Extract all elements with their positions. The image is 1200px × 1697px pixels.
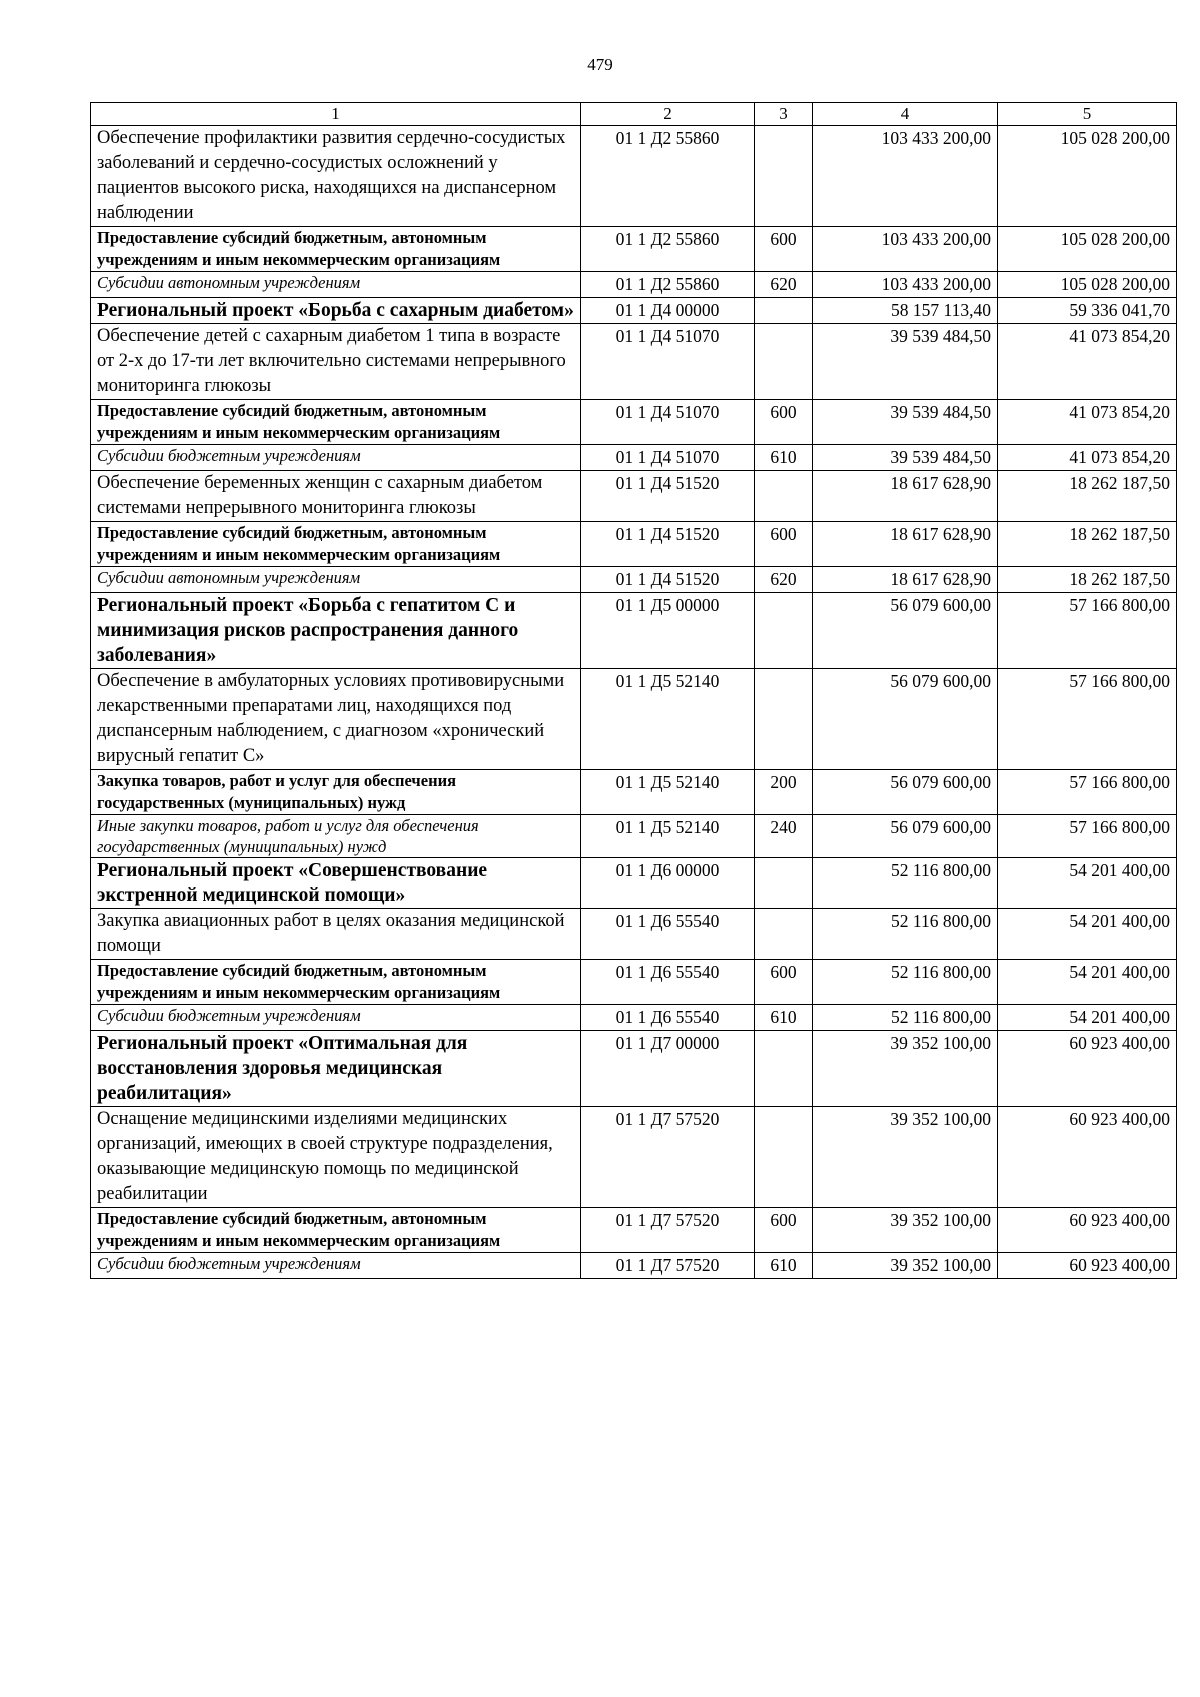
table-row — [91, 471, 1177, 522]
column-header-2: 2 — [581, 103, 755, 126]
expense-name-cell: Обеспечение детей с сахарным диабетом 1 типа в возрасте от 2-х до 17-ти лет включительно системами непрерывного мониторинга глюкозы — [91, 324, 581, 400]
amount-year1-cell: 18 617 628,90 — [813, 567, 998, 593]
expense-type-cell — [755, 324, 813, 400]
expense-name-cell: Субсидии автономным учреждениям — [91, 272, 581, 298]
budget-code-cell: 01 1 Д4 51070 — [581, 445, 755, 471]
table-row — [91, 272, 1177, 298]
expense-type-cell: 610 — [755, 1005, 813, 1031]
expense-name-cell: Иные закупки товаров, работ и услуг для обеспечения государственных (муниципальных) нужд — [91, 815, 581, 858]
budget-code-cell: 01 1 Д6 00000 — [581, 858, 755, 909]
expense-type-cell: 600 — [755, 522, 813, 567]
amount-year2-cell: 54 201 400,00 — [998, 909, 1177, 960]
table-row — [91, 1005, 1177, 1031]
expense-name-cell: Региональный проект «Оптимальная для восстановления здоровья медицинская реабилитация» — [91, 1031, 581, 1107]
budget-code-cell: 01 1 Д4 51070 — [581, 400, 755, 445]
amount-year1-cell: 103 433 200,00 — [813, 272, 998, 298]
expense-type-cell — [755, 1031, 813, 1107]
expense-type-cell — [755, 669, 813, 770]
expense-type-cell: 600 — [755, 1208, 813, 1253]
expense-type-cell: 600 — [755, 227, 813, 272]
expense-type-cell: 600 — [755, 960, 813, 1005]
expense-type-cell: 610 — [755, 445, 813, 471]
expense-name-cell: Предоставление субсидий бюджетным, автономным учреждениям и иным некоммерческим организациям — [91, 1208, 581, 1253]
amount-year2-cell: 57 166 800,00 — [998, 770, 1177, 815]
amount-year1-cell: 39 539 484,50 — [813, 324, 998, 400]
budget-code-cell: 01 1 Д6 55540 — [581, 1005, 755, 1031]
column-number-row — [91, 103, 1177, 126]
amount-year1-cell: 39 352 100,00 — [813, 1253, 998, 1279]
expense-name-cell: Субсидии бюджетным учреждениям — [91, 1253, 581, 1279]
amount-year1-cell: 56 079 600,00 — [813, 593, 998, 669]
amount-year2-cell: 60 923 400,00 — [998, 1031, 1177, 1107]
expense-name-cell: Субсидии бюджетным учреждениям — [91, 445, 581, 471]
page-number: 479 — [587, 55, 613, 74]
expense-name-cell: Закупка авиационных работ в целях оказания медицинской помощи — [91, 909, 581, 960]
expense-name-cell: Закупка товаров, работ и услуг для обеспечения государственных (муниципальных) нужд — [91, 770, 581, 815]
budget-code-cell: 01 1 Д4 51520 — [581, 471, 755, 522]
expense-name-cell: Обеспечение профилактики развития сердечно-сосудистых заболеваний и сердечно-сосудистых осложнений у пациентов высокого риска, находящихся на диспансерном наблюдении — [91, 126, 581, 227]
budget-code-cell: 01 1 Д6 55540 — [581, 960, 755, 1005]
table-row — [91, 227, 1177, 272]
table-body — [91, 126, 1177, 1279]
expense-type-cell — [755, 909, 813, 960]
expense-name-cell: Региональный проект «Борьба с сахарным диабетом» — [91, 298, 581, 324]
expense-name-cell: Предоставление субсидий бюджетным, автономным учреждениям и иным некоммерческим организациям — [91, 522, 581, 567]
amount-year2-cell: 105 028 200,00 — [998, 126, 1177, 227]
expense-name-cell: Предоставление субсидий бюджетным, автономным учреждениям и иным некоммерческим организациям — [91, 960, 581, 1005]
budget-code-cell: 01 1 Д2 55860 — [581, 272, 755, 298]
budget-code-cell: 01 1 Д5 00000 — [581, 593, 755, 669]
amount-year1-cell: 39 352 100,00 — [813, 1107, 998, 1208]
expense-name-cell: Субсидии бюджетным учреждениям — [91, 1005, 581, 1031]
amount-year1-cell: 39 539 484,50 — [813, 400, 998, 445]
table-row — [91, 770, 1177, 815]
expense-type-cell: 200 — [755, 770, 813, 815]
budget-code-cell: 01 1 Д5 52140 — [581, 669, 755, 770]
expense-type-cell — [755, 298, 813, 324]
amount-year1-cell: 18 617 628,90 — [813, 522, 998, 567]
column-header-5: 5 — [998, 103, 1177, 126]
table-row — [91, 1253, 1177, 1279]
expense-type-cell — [755, 126, 813, 227]
expense-name-cell: Обеспечение беременных женщин с сахарным диабетом системами непрерывного мониторинга глюкозы — [91, 471, 581, 522]
expense-type-cell: 240 — [755, 815, 813, 858]
expense-type-cell — [755, 1107, 813, 1208]
table-row — [91, 445, 1177, 471]
expense-type-cell: 600 — [755, 400, 813, 445]
expense-type-cell: 610 — [755, 1253, 813, 1279]
amount-year1-cell: 52 116 800,00 — [813, 960, 998, 1005]
budget-code-cell: 01 1 Д4 51070 — [581, 324, 755, 400]
amount-year2-cell: 54 201 400,00 — [998, 858, 1177, 909]
expense-name-cell: Региональный проект «Совершенствование экстренной медицинской помощи» — [91, 858, 581, 909]
amount-year2-cell: 18 262 187,50 — [998, 567, 1177, 593]
amount-year2-cell: 54 201 400,00 — [998, 960, 1177, 1005]
expense-type-cell — [755, 471, 813, 522]
table-row — [91, 400, 1177, 445]
table-row — [91, 126, 1177, 227]
budget-code-cell: 01 1 Д5 52140 — [581, 815, 755, 858]
amount-year1-cell: 58 157 113,40 — [813, 298, 998, 324]
amount-year2-cell: 105 028 200,00 — [998, 227, 1177, 272]
budget-table — [90, 102, 1177, 1279]
amount-year2-cell: 54 201 400,00 — [998, 1005, 1177, 1031]
amount-year1-cell: 56 079 600,00 — [813, 669, 998, 770]
amount-year2-cell: 18 262 187,50 — [998, 522, 1177, 567]
budget-code-cell: 01 1 Д7 57520 — [581, 1208, 755, 1253]
expense-type-cell: 620 — [755, 567, 813, 593]
amount-year2-cell: 41 073 854,20 — [998, 445, 1177, 471]
amount-year2-cell: 41 073 854,20 — [998, 400, 1177, 445]
table-row — [91, 567, 1177, 593]
amount-year2-cell: 60 923 400,00 — [998, 1253, 1177, 1279]
expense-name-cell: Региональный проект «Борьба с гепатитом С и минимизация рисков распространения данного заболевания» — [91, 593, 581, 669]
amount-year1-cell: 52 116 800,00 — [813, 858, 998, 909]
table-row — [91, 669, 1177, 770]
expense-type-cell — [755, 593, 813, 669]
amount-year1-cell: 52 116 800,00 — [813, 909, 998, 960]
amount-year2-cell: 41 073 854,20 — [998, 324, 1177, 400]
table-row — [91, 1208, 1177, 1253]
amount-year1-cell: 18 617 628,90 — [813, 471, 998, 522]
table-row — [91, 909, 1177, 960]
budget-code-cell: 01 1 Д7 57520 — [581, 1253, 755, 1279]
amount-year2-cell: 60 923 400,00 — [998, 1208, 1177, 1253]
column-header-3: 3 — [755, 103, 813, 126]
expense-type-cell: 620 — [755, 272, 813, 298]
column-header-4: 4 — [813, 103, 998, 126]
amount-year1-cell: 39 539 484,50 — [813, 445, 998, 471]
budget-code-cell: 01 1 Д2 55860 — [581, 227, 755, 272]
expense-name-cell: Обеспечение в амбулаторных условиях противовирусными лекарственными препаратами лиц, находящихся под диспансерным наблюдением, с диагнозом «хронический вирусный гепатит С» — [91, 669, 581, 770]
table-row — [91, 593, 1177, 669]
amount-year2-cell: 57 166 800,00 — [998, 593, 1177, 669]
table-row — [91, 858, 1177, 909]
expense-name-cell: Субсидии автономным учреждениям — [91, 567, 581, 593]
amount-year1-cell: 52 116 800,00 — [813, 1005, 998, 1031]
table-row — [91, 960, 1177, 1005]
table-row — [91, 298, 1177, 324]
amount-year1-cell: 103 433 200,00 — [813, 227, 998, 272]
amount-year2-cell: 105 028 200,00 — [998, 272, 1177, 298]
budget-code-cell: 01 1 Д7 57520 — [581, 1107, 755, 1208]
amount-year1-cell: 56 079 600,00 — [813, 770, 998, 815]
amount-year2-cell: 59 336 041,70 — [998, 298, 1177, 324]
budget-code-cell: 01 1 Д2 55860 — [581, 126, 755, 227]
budget-code-cell: 01 1 Д5 52140 — [581, 770, 755, 815]
amount-year1-cell: 39 352 100,00 — [813, 1208, 998, 1253]
expense-name-cell: Предоставление субсидий бюджетным, автономным учреждениям и иным некоммерческим организациям — [91, 227, 581, 272]
budget-code-cell: 01 1 Д6 55540 — [581, 909, 755, 960]
table-row — [91, 324, 1177, 400]
expense-name-cell: Предоставление субсидий бюджетным, автономным учреждениям и иным некоммерческим организациям — [91, 400, 581, 445]
table-row — [91, 522, 1177, 567]
table-row — [91, 1031, 1177, 1107]
column-header-1: 1 — [91, 103, 581, 126]
amount-year1-cell: 39 352 100,00 — [813, 1031, 998, 1107]
table-row — [91, 815, 1177, 858]
budget-code-cell: 01 1 Д4 51520 — [581, 522, 755, 567]
amount-year1-cell: 103 433 200,00 — [813, 126, 998, 227]
amount-year1-cell: 56 079 600,00 — [813, 815, 998, 858]
budget-code-cell: 01 1 Д4 51520 — [581, 567, 755, 593]
expense-type-cell — [755, 858, 813, 909]
budget-code-cell: 01 1 Д7 00000 — [581, 1031, 755, 1107]
table-header — [91, 103, 1177, 126]
amount-year2-cell: 57 166 800,00 — [998, 669, 1177, 770]
budget-code-cell: 01 1 Д4 00000 — [581, 298, 755, 324]
amount-year2-cell: 18 262 187,50 — [998, 471, 1177, 522]
amount-year2-cell: 60 923 400,00 — [998, 1107, 1177, 1208]
expense-name-cell: Оснащение медицинскими изделиями медицинских организаций, имеющих в своей структуре подразделения, оказывающие медицинскую помощь по медицинской реабилитации — [91, 1107, 581, 1208]
table-row — [91, 1107, 1177, 1208]
amount-year2-cell: 57 166 800,00 — [998, 815, 1177, 858]
